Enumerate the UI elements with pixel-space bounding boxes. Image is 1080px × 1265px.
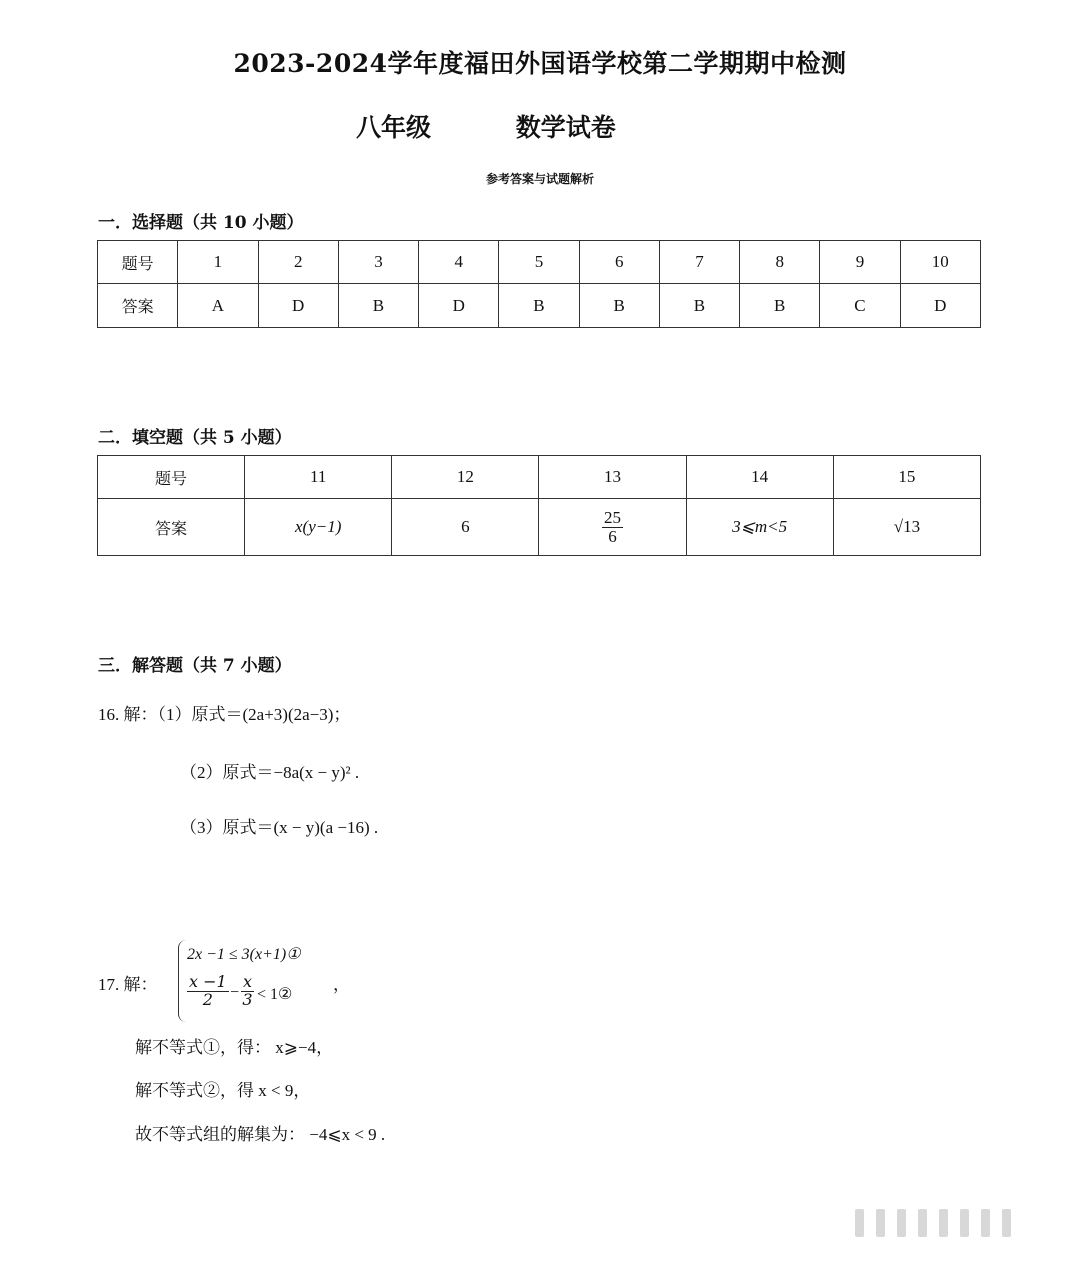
watermark-bar <box>855 1209 864 1237</box>
grade-label: 八年级 <box>356 113 432 142</box>
answer-q11: x(y−1) <box>245 499 392 556</box>
section3-heading: 三．解答题（共 7 小题） <box>98 656 292 676</box>
page-title: 2023-2024学年度福田外国语学校第二学期期中检测 <box>233 49 847 78</box>
answer-cell: C <box>820 284 900 328</box>
answer-q13 <box>539 499 686 556</box>
fraction-denominator: 2 <box>202 989 213 1009</box>
q16-line1: 16. 解：（1）原式＝(2a+3)(2a−3)； <box>98 705 351 724</box>
multiple-choice-table <box>97 240 981 328</box>
watermark-bar <box>876 1209 885 1237</box>
subject-label: 数学试卷 <box>515 113 616 142</box>
question-number: 7 <box>659 241 739 284</box>
fraction <box>187 974 229 1009</box>
fraction-numerator: 25 <box>603 508 621 528</box>
watermark-logo <box>855 1206 1055 1240</box>
row-label-answer: 答案 <box>98 499 245 556</box>
question-number: 6 <box>579 241 659 284</box>
watermark-bar <box>960 1209 969 1237</box>
q17-label: 17. 解： <box>98 975 158 994</box>
q17-step3: 故不等式组的解集为： −4⩽x < 9 . <box>135 1125 386 1144</box>
question-number: 11 <box>245 456 392 499</box>
question-number: 12 <box>392 456 539 499</box>
answer-q15: √13 <box>833 499 980 556</box>
row-label-question: 题号 <box>98 456 245 499</box>
watermark-bar <box>1002 1209 1011 1237</box>
q17-step1: 解不等式①，得： x⩾−4， <box>135 1038 334 1057</box>
fraction <box>602 509 623 546</box>
answer-cell: D <box>900 284 980 328</box>
answer-cell: A <box>178 284 258 328</box>
table-row-numbers <box>98 456 981 499</box>
row-label-question: 题号 <box>98 241 178 284</box>
answer-cell: B <box>659 284 739 328</box>
question-number: 13 <box>539 456 686 499</box>
inequality-2-rest: < 1② <box>257 986 293 1003</box>
fraction-numerator: x <box>243 972 253 991</box>
section1-heading: 一．选择题（共 10 小题） <box>98 213 304 233</box>
answer-cell: B <box>740 284 820 328</box>
question-number: 9 <box>820 241 900 284</box>
answer-cell: B <box>579 284 659 328</box>
table-row-answers <box>98 284 981 328</box>
fraction <box>241 974 254 1009</box>
answer-cell: B <box>338 284 418 328</box>
answer-cell: B <box>499 284 579 328</box>
q16-line3: （3）原式＝(x − y)(a −16) . <box>180 818 379 837</box>
answer-cell: D <box>258 284 338 328</box>
question-number: 5 <box>499 241 579 284</box>
question-number: 15 <box>833 456 980 499</box>
inequality-system-brace <box>178 940 359 1022</box>
watermark-bar <box>918 1209 927 1237</box>
minus-sign: − <box>229 984 240 1001</box>
watermark-bar <box>981 1209 990 1237</box>
subtitle-row <box>356 108 616 144</box>
answer-cell: D <box>419 284 499 328</box>
table-row-answers <box>98 499 981 556</box>
question-number: 8 <box>740 241 820 284</box>
q16-line2: （2）原式＝−8a(x − y)² . <box>180 763 360 782</box>
fraction-denominator: 6 <box>608 527 617 546</box>
fill-in-table <box>97 455 981 556</box>
question-number: 4 <box>419 241 499 284</box>
q17-step2: 解不等式②，得 x < 9， <box>135 1081 311 1100</box>
table-row-numbers <box>98 241 981 284</box>
row-label-answer: 答案 <box>98 284 178 328</box>
fraction-denominator: 3 <box>242 989 253 1009</box>
question-number: 3 <box>338 241 418 284</box>
caption: 参考答案与试题解析 <box>485 172 594 186</box>
comma: ， <box>333 975 350 994</box>
question-number: 2 <box>258 241 338 284</box>
question-number: 14 <box>686 456 833 499</box>
question-number: 10 <box>900 241 980 284</box>
inequality-1: 2x −1 ≤ 3(x+1)① <box>187 946 301 963</box>
watermark-bar <box>939 1209 948 1237</box>
answer-q14: 3⩽m<5 <box>686 499 833 556</box>
watermark-bar <box>897 1209 906 1237</box>
section2-heading: 二．填空题（共 5 小题） <box>98 428 292 448</box>
question-number: 1 <box>178 241 258 284</box>
fraction-numerator: x −1 <box>189 972 227 991</box>
answer-q12: 6 <box>392 499 539 556</box>
